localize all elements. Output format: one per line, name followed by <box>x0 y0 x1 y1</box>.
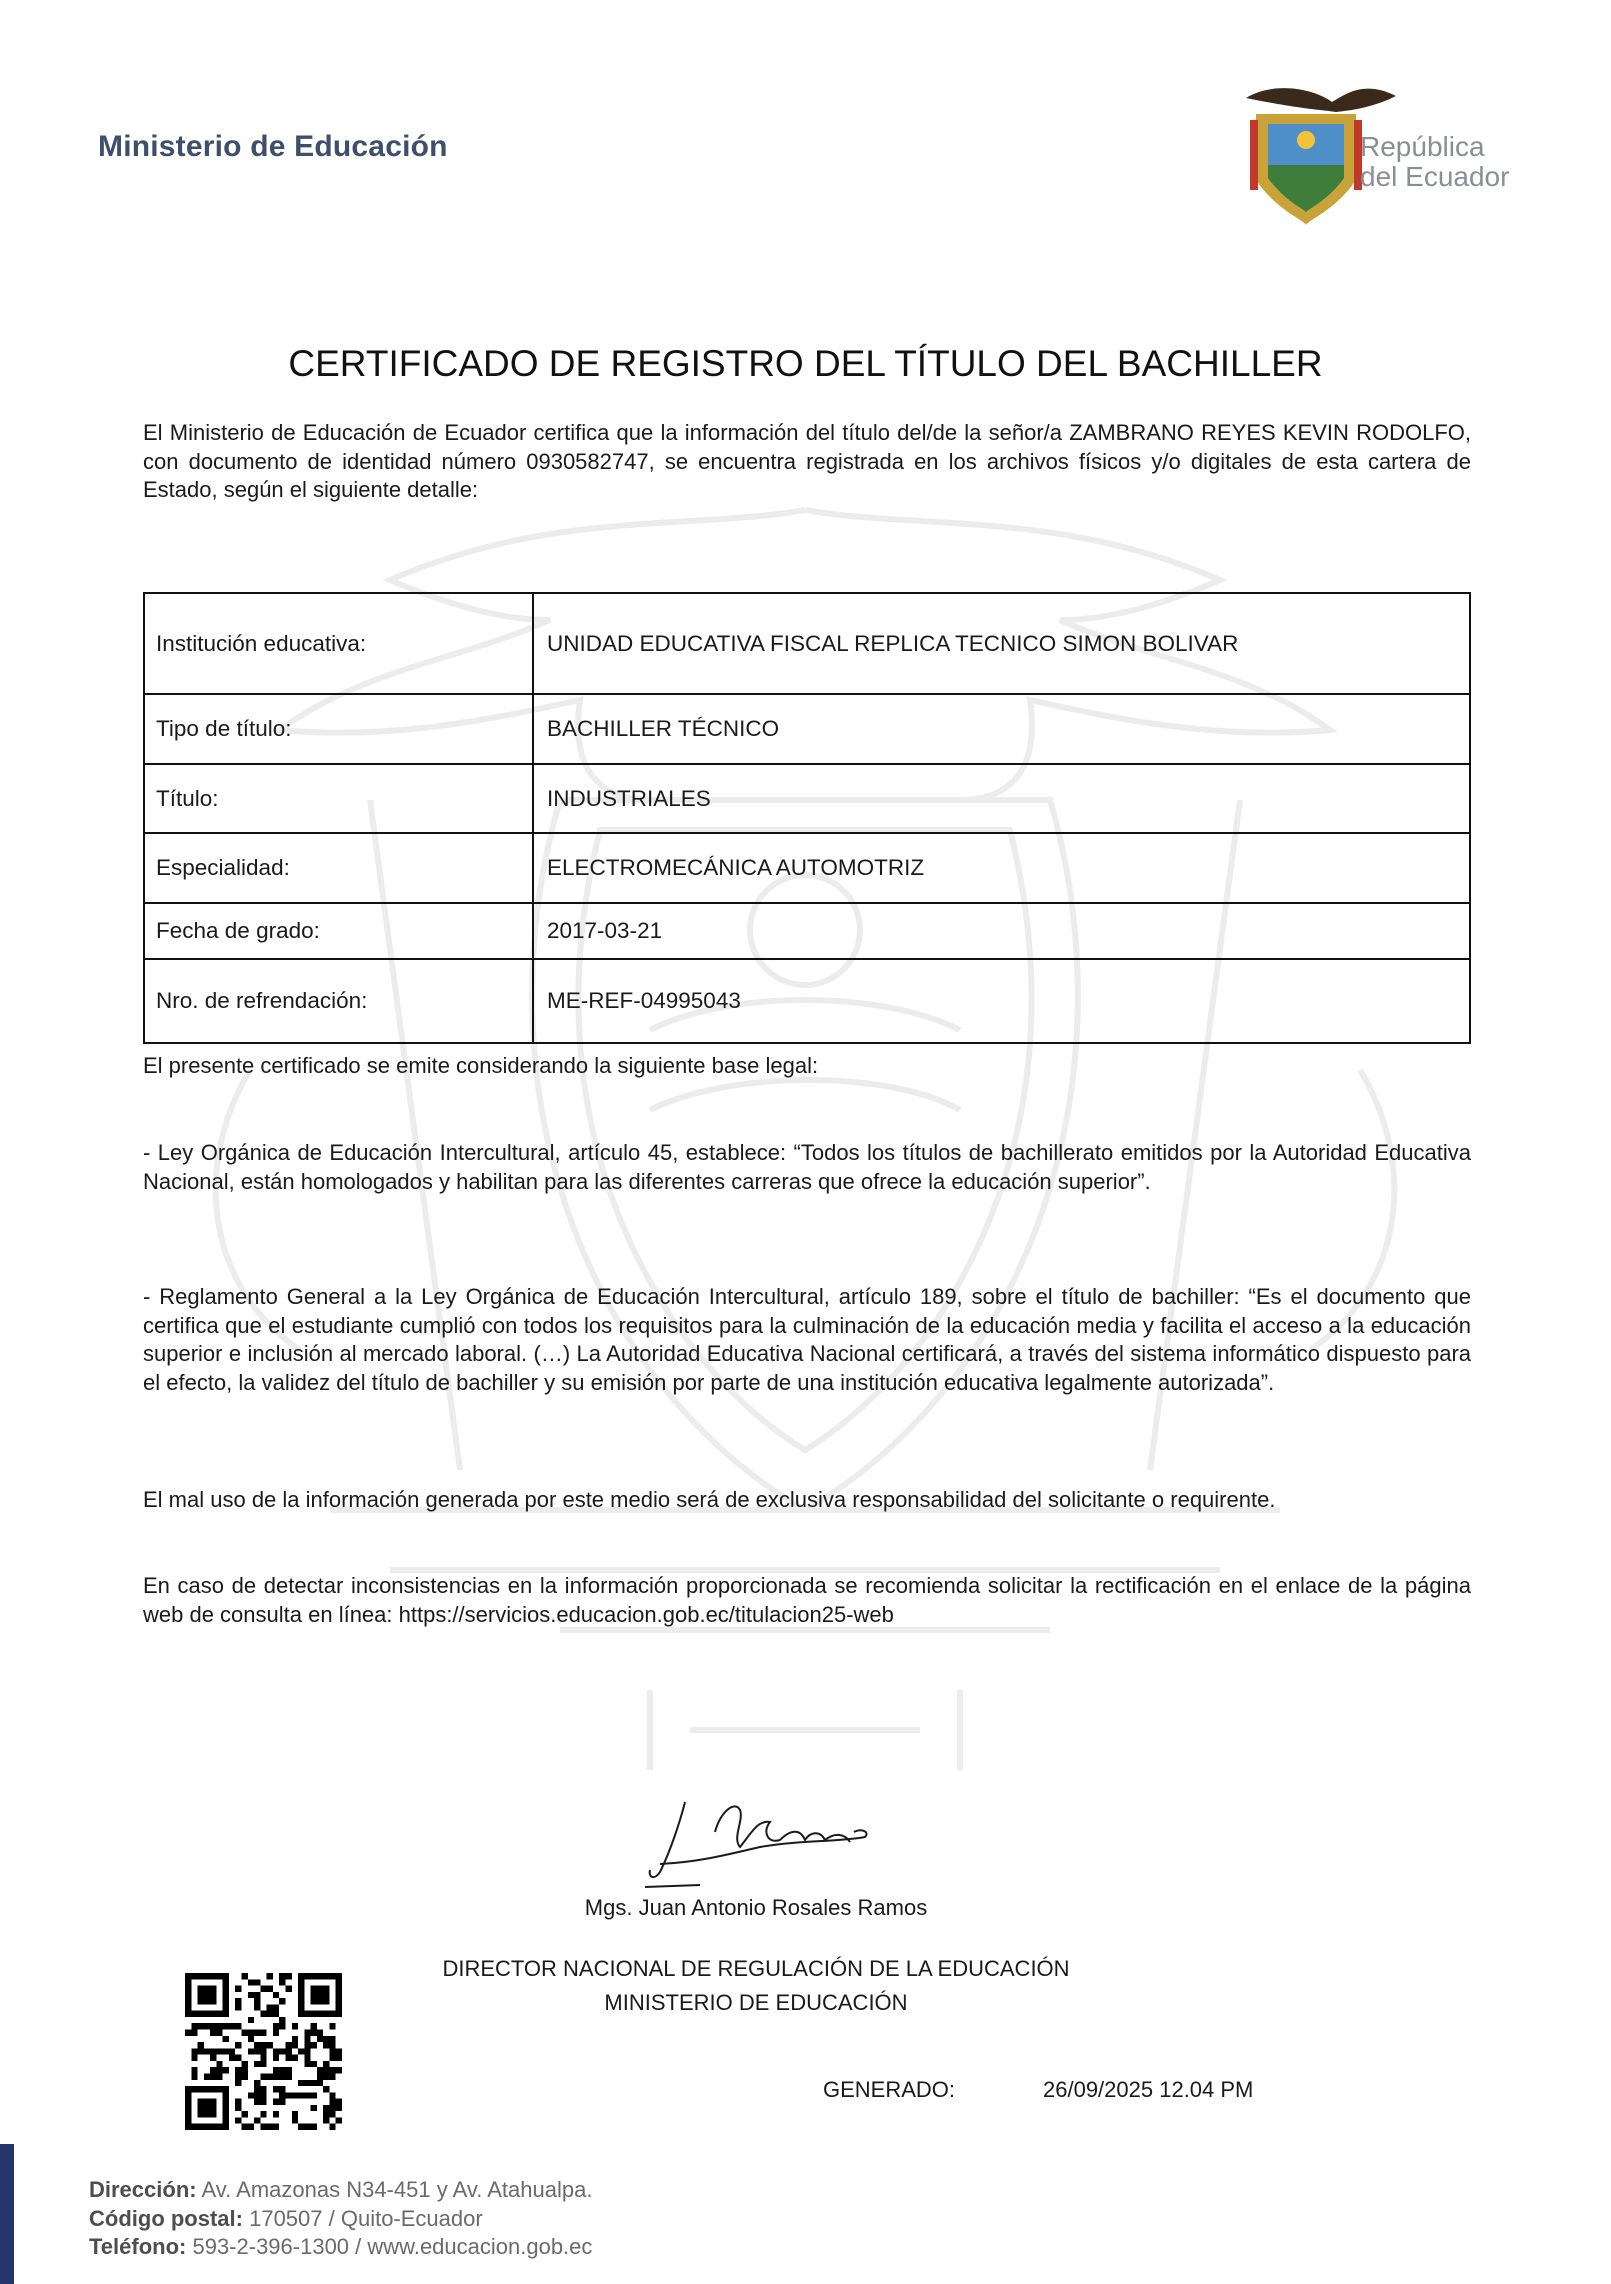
qr-code <box>185 1973 342 2130</box>
intro-paragraph: El Ministerio de Educación de Ecuador certifica que la información del título del/de la señor/a ZAMBRANO REYES KEVIN RODOLFO, con documento de identidad número 0930582747, se encuentra registrada en los archivos físicos y/o digitales de esta cartera de Estado, según el siguiente detalle: <box>143 420 1471 502</box>
ministry-logo-text: Ministerio de Educación <box>98 130 448 163</box>
table-row <box>144 694 1470 764</box>
table-row <box>144 903 1470 959</box>
footer-phone-label: Teléfono: <box>89 2234 187 2259</box>
row-label: Nro. de refrendación: <box>144 959 533 1043</box>
title-details-table <box>143 592 1471 1044</box>
republic-line-2: del Ecuador <box>1360 161 1510 192</box>
footer-postal <box>89 2205 592 2234</box>
row-label: Título: <box>144 764 533 833</box>
row-value: INDUSTRIALES <box>533 764 1470 833</box>
footer-phone <box>89 2233 592 2262</box>
republic-line-1: República <box>1360 131 1485 162</box>
footer-address-value: Av. Amazonas N34-451 y Av. Atahualpa. <box>196 2177 593 2202</box>
row-value: ELECTROMECÁNICA AUTOMOTRIZ <box>533 833 1470 903</box>
table-row <box>144 593 1470 694</box>
row-value: 2017-03-21 <box>533 903 1470 959</box>
footer-address <box>89 2176 592 2205</box>
legal-basis-reglamento: - Reglamento General a la Ley Orgánica de Educación Intercultural, artículo 189, sobre el título de bachiller: “Es el documento que certifica que el estudiante cumplió con todos los requisitos para la culminación de la educación media y facilita el acceso a la educación superior e inclusión al mercado laboral. (…) La Autoridad Educativa Nacional certificará, a través del sistema informático dispuesto para el efecto, la validez del título de bachiller y su emisión por parte de una institución educativa legalmente autorizada”. <box>143 1284 1471 1395</box>
footer-postal-label: Código postal: <box>89 2205 243 2231</box>
row-value: BACHILLER TÉCNICO <box>533 694 1470 764</box>
row-label: Tipo de título: <box>144 694 533 764</box>
inconsistency-notice: En caso de detectar inconsistencias en la información proporcionada se recomienda solicitar la rectificación en el enlace de la página web de consulta en línea: https://servicios.educacion.gob.ec/titulacion25-web <box>143 1573 1471 1627</box>
footer-postal-value: 170507 / Quito-Ecuador <box>242 2205 483 2231</box>
handwritten-signature <box>640 1792 890 1892</box>
footer-address-label: Dirección: <box>89 2177 197 2202</box>
footer-phone-value: 593-2-396-1300 / www.educacion.gob.ec <box>186 2234 593 2259</box>
table-row <box>144 764 1470 833</box>
legal-basis-intro: El presente certificado se emite considerando la siguiente base legal: <box>143 1053 819 1078</box>
signer-name: Mgs. Juan Antonio Rosales Ramos <box>584 1895 928 1920</box>
row-value: UNIDAD EDUCATIVA FISCAL REPLICA TECNICO SIMON BOLIVAR <box>533 593 1470 694</box>
footer-contact <box>89 2176 592 2262</box>
row-label: Institución educativa: <box>144 593 533 694</box>
document-title: CERTIFICADO DE REGISTRO DEL TÍTULO DEL BACHILLER <box>288 343 1323 384</box>
misuse-notice: El mal uso de la información generada por este medio será de exclusiva responsabilidad del solicitante o requirente. <box>143 1487 1276 1512</box>
republic-logo-text <box>1360 132 1509 192</box>
signer-role-line-2: MINISTERIO DE EDUCACIÓN <box>604 1990 908 2015</box>
generated-label: GENERADO: <box>823 2077 956 2102</box>
footer-accent-bar <box>0 2144 14 2284</box>
table-row <box>144 959 1470 1043</box>
signer-role-line-1: DIRECTOR NACIONAL DE REGULACIÓN DE LA EDUCACIÓN <box>442 1956 1070 1981</box>
row-value: ME-REF-04995043 <box>533 959 1470 1043</box>
table-row <box>144 833 1470 903</box>
row-label: Especialidad: <box>144 833 533 903</box>
row-label: Fecha de grado: <box>144 903 533 959</box>
generated-date: 26/09/2025 12.04 PM <box>1043 2077 1254 2102</box>
legal-basis-loei: - Ley Orgánica de Educación Intercultural, artículo 45, establece: “Todos los títulos de bachillerato emitidos por la Autoridad Educativa Nacional, están homologados y habilitan para las diferentes carreras que ofrece la educación superior”. <box>143 1140 1471 1194</box>
